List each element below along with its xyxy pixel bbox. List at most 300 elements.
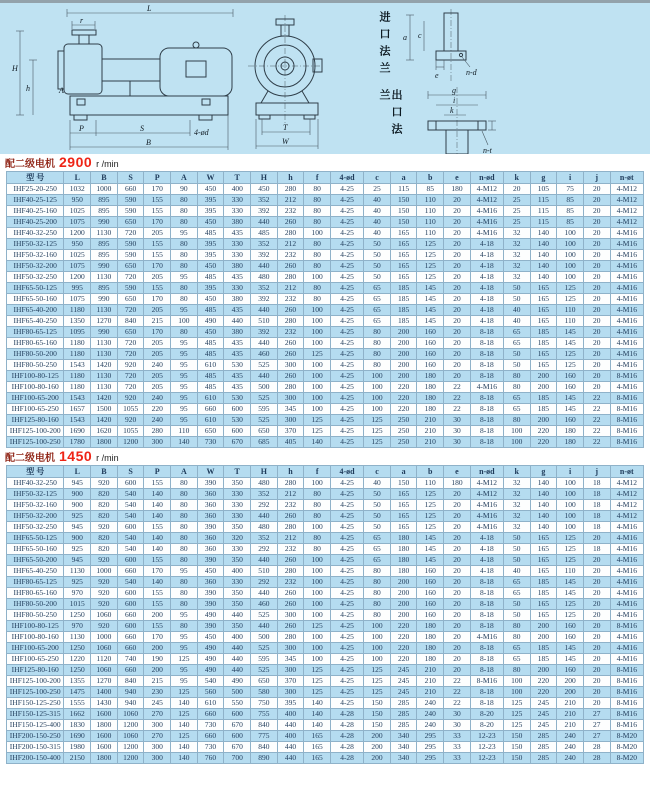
dim-cell: 895 bbox=[91, 283, 118, 294]
model-cell: IHF100-80-125 bbox=[7, 621, 64, 632]
dim-cell: 20 bbox=[444, 511, 471, 522]
dim-cell: 140 bbox=[530, 228, 557, 239]
dim-cell: 18 bbox=[583, 544, 610, 555]
dim-cell: 33 bbox=[444, 753, 471, 764]
dim-cell: 80 bbox=[304, 217, 331, 228]
dim-cell: 730 bbox=[197, 720, 224, 731]
dim-cell: 215 bbox=[144, 676, 171, 687]
dim-cell: 28 bbox=[583, 753, 610, 764]
table-row bbox=[7, 437, 644, 448]
dim-cell: 22 bbox=[583, 415, 610, 426]
dim-cell: 100 bbox=[364, 393, 391, 404]
dim-cell: 945 bbox=[64, 555, 91, 566]
dim-cell: 200 bbox=[530, 621, 557, 632]
dim-cell: 125 bbox=[304, 426, 331, 437]
dim-cell: 285 bbox=[530, 731, 557, 742]
dimensions-table-2900 bbox=[6, 171, 644, 448]
dim-cell: 165 bbox=[530, 316, 557, 327]
dim-cell: 450 bbox=[197, 294, 224, 305]
dim-cell: 115 bbox=[530, 195, 557, 206]
dim-cell: 210 bbox=[557, 698, 584, 709]
dim-cell: 4-25 bbox=[330, 665, 363, 676]
dim-cell: 245 bbox=[390, 665, 417, 676]
dim-cell: 260 bbox=[277, 305, 304, 316]
dim-cell: 210 bbox=[417, 415, 444, 426]
dim-cell: 65 bbox=[364, 544, 391, 555]
table-row bbox=[7, 522, 644, 533]
column-header: n-øt bbox=[610, 466, 643, 478]
dim-cell: 80 bbox=[304, 283, 331, 294]
dim-cell: 80 bbox=[171, 195, 198, 206]
model-cell: IHF100-80-160 bbox=[7, 382, 64, 393]
dim-cell: 485 bbox=[251, 228, 278, 239]
dim-cell: 4-M16 bbox=[610, 305, 643, 316]
dim-cell: 40 bbox=[364, 195, 391, 206]
dim-cell: 280 bbox=[277, 566, 304, 577]
dim-cell: 80 bbox=[304, 489, 331, 500]
dim-cell: 180 bbox=[417, 643, 444, 654]
dim-cell: 12-23 bbox=[470, 731, 503, 742]
dim-cell: 160 bbox=[557, 621, 584, 632]
dim-cell: 125 bbox=[503, 698, 530, 709]
dim-cell: 650 bbox=[117, 217, 144, 228]
dim-cell: 20 bbox=[444, 283, 471, 294]
dim-cell: 100 bbox=[503, 687, 530, 698]
dim-cell: 4-25 bbox=[330, 272, 363, 283]
dim-cell: 90 bbox=[171, 184, 198, 195]
dim-cell: 80 bbox=[304, 261, 331, 272]
column-header: 4-ød bbox=[330, 172, 363, 184]
dim-cell: 155 bbox=[144, 522, 171, 533]
dim-cell: 4-25 bbox=[330, 511, 363, 522]
dim-cell: 600 bbox=[117, 599, 144, 610]
column-header: k bbox=[503, 466, 530, 478]
dim-cell: 170 bbox=[144, 261, 171, 272]
dim-cell: 80 bbox=[503, 415, 530, 426]
dim-cell: 700 bbox=[224, 753, 251, 764]
dim-cell: 4-25 bbox=[330, 283, 363, 294]
dim-cell: 27 bbox=[583, 720, 610, 731]
dim-cell: 925 bbox=[64, 511, 91, 522]
dim-cell: 485 bbox=[197, 272, 224, 283]
dim-cell: 390 bbox=[197, 522, 224, 533]
dim-cell: 20 bbox=[444, 489, 471, 500]
dim-cell: 970 bbox=[64, 588, 91, 599]
dim-cell: 20 bbox=[444, 206, 471, 217]
dim-cell: 4-25 bbox=[330, 544, 363, 555]
table-row bbox=[7, 184, 644, 195]
dim-cell: 205 bbox=[144, 349, 171, 360]
dim-cell: 920 bbox=[91, 599, 118, 610]
dim-cell: 80 bbox=[503, 632, 530, 643]
dim-cell: 440 bbox=[224, 665, 251, 676]
column-header: 型 号 bbox=[7, 466, 64, 478]
dim-cell: 1200 bbox=[117, 437, 144, 448]
dim-cell: 80 bbox=[171, 250, 198, 261]
dim-cell: 300 bbox=[144, 753, 171, 764]
dim-cell: 920 bbox=[91, 577, 118, 588]
dim-cell: 80 bbox=[304, 544, 331, 555]
dim-cell: 220 bbox=[530, 687, 557, 698]
dim-cell: 4-25 bbox=[330, 371, 363, 382]
model-cell: IHF50-32-160 bbox=[7, 250, 64, 261]
column-header: e bbox=[444, 172, 471, 184]
dim-cell: 4-M16 bbox=[470, 206, 503, 217]
dim-cell: 4-M16 bbox=[610, 349, 643, 360]
table-row bbox=[7, 599, 644, 610]
dim-cell: 395 bbox=[277, 698, 304, 709]
dim-cell: 260 bbox=[277, 261, 304, 272]
table-row bbox=[7, 478, 644, 489]
dim-cell: 600 bbox=[117, 588, 144, 599]
dim-label-r: r bbox=[80, 16, 84, 25]
dim-cell: 280 bbox=[277, 632, 304, 643]
dim-cell: 4-18 bbox=[470, 544, 503, 555]
dim-cell: 400 bbox=[224, 566, 251, 577]
dim-cell: 8-M16 bbox=[610, 676, 643, 687]
dim-cell: 4-18 bbox=[470, 261, 503, 272]
dim-cell: 4-25 bbox=[330, 610, 363, 621]
dim-cell: 20 bbox=[444, 195, 471, 206]
dim-cell: 140 bbox=[304, 437, 331, 448]
dim-cell: 95 bbox=[171, 665, 198, 676]
dim-cell: 185 bbox=[530, 588, 557, 599]
dim-cell: 20 bbox=[444, 272, 471, 283]
dim-cell: 450 bbox=[197, 566, 224, 577]
dim-cell: 1800 bbox=[91, 720, 118, 731]
dim-cell: 220 bbox=[390, 632, 417, 643]
model-cell: IHF50-32-200 bbox=[7, 511, 64, 522]
dim-cell: 660 bbox=[117, 184, 144, 195]
dim-cell: 65 bbox=[503, 588, 530, 599]
dim-cell: 530 bbox=[224, 393, 251, 404]
dim-cell: 450 bbox=[197, 184, 224, 195]
dim-cell: 200 bbox=[530, 371, 557, 382]
dim-cell: 755 bbox=[251, 709, 278, 720]
dim-cell: 1120 bbox=[91, 654, 118, 665]
dim-cell: 185 bbox=[390, 316, 417, 327]
dim-cell: 245 bbox=[530, 698, 557, 709]
dim-cell: 1400 bbox=[91, 687, 118, 698]
dim-cell: 20 bbox=[583, 687, 610, 698]
dim-cell: 1555 bbox=[64, 698, 91, 709]
dim-cell: 50 bbox=[503, 349, 530, 360]
dim-cell: 140 bbox=[171, 437, 198, 448]
column-header: i bbox=[557, 466, 584, 478]
dim-cell: 145 bbox=[417, 544, 444, 555]
dim-cell: 160 bbox=[417, 577, 444, 588]
dim-cell: 240 bbox=[144, 393, 171, 404]
model-cell: IHF65-50-160 bbox=[7, 544, 64, 555]
dim-cell: 20 bbox=[444, 228, 471, 239]
dim-cell: 300 bbox=[144, 437, 171, 448]
dim-cell: 85 bbox=[557, 206, 584, 217]
dim-cell: 4-M16 bbox=[610, 577, 643, 588]
dim-cell: 210 bbox=[417, 426, 444, 437]
dim-cell: 180 bbox=[417, 654, 444, 665]
dim-cell: 80 bbox=[171, 500, 198, 511]
dim-cell: 945 bbox=[64, 522, 91, 533]
dim-cell: 20 bbox=[583, 610, 610, 621]
dim-cell: 20 bbox=[444, 371, 471, 382]
dim-cell: 110 bbox=[417, 206, 444, 217]
dim-cell: 350 bbox=[224, 621, 251, 632]
dim-cell: 100 bbox=[503, 426, 530, 437]
dim-cell: 155 bbox=[144, 478, 171, 489]
column-header: P bbox=[144, 466, 171, 478]
dim-cell: 392 bbox=[251, 206, 278, 217]
model-cell: IHF125-80-160 bbox=[7, 665, 64, 676]
dim-cell: 360 bbox=[197, 489, 224, 500]
dim-cell: 720 bbox=[117, 338, 144, 349]
dim-cell: 4-M12 bbox=[610, 217, 643, 228]
dim-cell: 80 bbox=[171, 544, 198, 555]
dim-cell: 4-28 bbox=[330, 742, 363, 753]
dim-cell: 280 bbox=[144, 426, 171, 437]
dim-cell: 200 bbox=[144, 610, 171, 621]
dim-cell: 20 bbox=[444, 522, 471, 533]
dim-cell: 1350 bbox=[64, 316, 91, 327]
dim-cell: 180 bbox=[390, 533, 417, 544]
dim-cell: 4-28 bbox=[330, 720, 363, 731]
model-cell: IHF125-100-250 bbox=[7, 687, 64, 698]
dim-cell: 65 bbox=[364, 555, 391, 566]
dim-cell: 4-18 bbox=[470, 533, 503, 544]
dim-cell: 1600 bbox=[91, 709, 118, 720]
dim-cell: 940 bbox=[117, 687, 144, 698]
dim-cell: 50 bbox=[503, 360, 530, 371]
dim-cell: 140 bbox=[304, 709, 331, 720]
dim-cell: 4-25 bbox=[330, 316, 363, 327]
table-row bbox=[7, 511, 644, 522]
dim-cell: 1180 bbox=[64, 371, 91, 382]
column-header: A bbox=[171, 466, 198, 478]
dim-cell: 4-M16 bbox=[610, 555, 643, 566]
dim-cell: 20 bbox=[583, 316, 610, 327]
dim-cell: 160 bbox=[417, 566, 444, 577]
dim-cell: 180 bbox=[390, 544, 417, 555]
dim-cell: 330 bbox=[224, 206, 251, 217]
dim-cell: 20 bbox=[444, 261, 471, 272]
dim-cell: 440 bbox=[277, 742, 304, 753]
dim-cell: 145 bbox=[557, 393, 584, 404]
dim-cell: 4-25 bbox=[330, 687, 363, 698]
dim-cell: 260 bbox=[277, 621, 304, 632]
dim-cell: 525 bbox=[251, 610, 278, 621]
dim-cell: 40 bbox=[364, 228, 391, 239]
dim-label-a: a bbox=[403, 33, 407, 42]
dim-cell: 480 bbox=[251, 522, 278, 533]
dim-cell: 155 bbox=[144, 206, 171, 217]
dim-cell: 1000 bbox=[91, 184, 118, 195]
dim-cell: 1130 bbox=[64, 566, 91, 577]
dim-cell: 8-M16 bbox=[610, 687, 643, 698]
dim-cell: 20 bbox=[444, 338, 471, 349]
dim-cell: 660 bbox=[117, 643, 144, 654]
dim-cell: 80 bbox=[364, 599, 391, 610]
dim-cell: 4-25 bbox=[330, 360, 363, 371]
dim-cell: 4-18 bbox=[470, 283, 503, 294]
dim-cell: 1600 bbox=[91, 742, 118, 753]
dim-cell: 950 bbox=[64, 239, 91, 250]
model-cell: IHF125-100-200 bbox=[7, 426, 64, 437]
dim-cell: 4-M12 bbox=[610, 184, 643, 195]
dim-cell: 920 bbox=[91, 588, 118, 599]
dim-cell: 720 bbox=[117, 349, 144, 360]
dim-cell: 50 bbox=[364, 511, 391, 522]
dim-cell: 390 bbox=[197, 478, 224, 489]
dim-cell: 490 bbox=[197, 665, 224, 676]
dim-cell: 200 bbox=[390, 327, 417, 338]
dim-cell: 480 bbox=[251, 478, 278, 489]
dim-cell: 330 bbox=[224, 283, 251, 294]
model-cell: IHF125-100-200 bbox=[7, 676, 64, 687]
dim-cell: 990 bbox=[91, 261, 118, 272]
dim-cell: 150 bbox=[390, 206, 417, 217]
dim-cell: 395 bbox=[197, 250, 224, 261]
dim-cell: 150 bbox=[390, 478, 417, 489]
dim-cell: 80 bbox=[171, 555, 198, 566]
dim-cell: 1200 bbox=[64, 272, 91, 283]
dim-cell: 180 bbox=[417, 621, 444, 632]
dim-cell: 32 bbox=[503, 489, 530, 500]
dim-cell: 4-25 bbox=[330, 327, 363, 338]
dim-cell: 4-18 bbox=[470, 250, 503, 261]
dim-cell: 660 bbox=[197, 731, 224, 742]
dim-cell: 400 bbox=[277, 731, 304, 742]
model-cell: IHF80-65-160 bbox=[7, 338, 64, 349]
model-cell: IHF80-50-200 bbox=[7, 599, 64, 610]
dim-cell: 180 bbox=[417, 393, 444, 404]
dim-cell: 670 bbox=[224, 720, 251, 731]
table-row bbox=[7, 654, 644, 665]
dim-cell: 165 bbox=[390, 489, 417, 500]
dim-cell: 4-28 bbox=[330, 709, 363, 720]
dim-cell: 1130 bbox=[64, 632, 91, 643]
dim-cell: 145 bbox=[557, 577, 584, 588]
dim-cell: 240 bbox=[417, 698, 444, 709]
dim-cell: 480 bbox=[251, 272, 278, 283]
table-row bbox=[7, 327, 644, 338]
dim-cell: 20 bbox=[583, 294, 610, 305]
dim-cell: 4-M12 bbox=[470, 184, 503, 195]
dim-cell: 540 bbox=[117, 489, 144, 500]
dim-cell: 125 bbox=[417, 500, 444, 511]
dim-cell: 4-25 bbox=[330, 533, 363, 544]
dim-cell: 435 bbox=[224, 382, 251, 393]
dim-cell: 4-25 bbox=[330, 555, 363, 566]
dim-cell: 8-M16 bbox=[610, 720, 643, 731]
dim-cell: 30 bbox=[444, 720, 471, 731]
dim-cell: 485 bbox=[197, 382, 224, 393]
dim-cell: 440 bbox=[251, 555, 278, 566]
dim-cell: 485 bbox=[197, 349, 224, 360]
dim-cell: 295 bbox=[417, 731, 444, 742]
model-cell: IHF40-25-125 bbox=[7, 195, 64, 206]
dim-cell: 20 bbox=[583, 382, 610, 393]
dim-cell: 80 bbox=[364, 327, 391, 338]
dim-cell: 300 bbox=[144, 742, 171, 753]
dim-cell: 4-25 bbox=[330, 239, 363, 250]
dim-cell: 490 bbox=[197, 654, 224, 665]
dim-cell: 292 bbox=[251, 544, 278, 555]
dim-cell: 4-M12 bbox=[610, 489, 643, 500]
dim-cell: 4-M16 bbox=[610, 544, 643, 555]
dim-cell: 100 bbox=[364, 382, 391, 393]
dim-cell: 260 bbox=[277, 511, 304, 522]
table-row bbox=[7, 709, 644, 720]
dim-cell: 140 bbox=[144, 500, 171, 511]
dim-cell: 80 bbox=[364, 360, 391, 371]
dim-cell: 100 bbox=[557, 478, 584, 489]
dim-cell: 155 bbox=[144, 588, 171, 599]
dim-cell: 8-20 bbox=[470, 709, 503, 720]
dim-cell: 485 bbox=[197, 371, 224, 382]
dim-cell: 22 bbox=[583, 437, 610, 448]
dim-cell: 220 bbox=[530, 437, 557, 448]
dim-cell: 27 bbox=[583, 731, 610, 742]
dim-cell: 20 bbox=[583, 184, 610, 195]
dim-cell: 8-M16 bbox=[610, 709, 643, 720]
dim-cell: 340 bbox=[390, 753, 417, 764]
model-cell: IHF200-150-400 bbox=[7, 753, 64, 764]
dim-cell: 4-18 bbox=[470, 294, 503, 305]
dim-cell: 80 bbox=[304, 195, 331, 206]
dim-cell: 4-25 bbox=[330, 437, 363, 448]
dim-cell: 1250 bbox=[64, 643, 91, 654]
section-title-1450 bbox=[0, 448, 650, 465]
table-row bbox=[7, 621, 644, 632]
table-row bbox=[7, 415, 644, 426]
dim-cell: 80 bbox=[171, 283, 198, 294]
dim-cell: 1180 bbox=[64, 382, 91, 393]
dim-cell: 125 bbox=[304, 621, 331, 632]
dim-cell: 1270 bbox=[91, 316, 118, 327]
column-header: W bbox=[197, 172, 224, 184]
dim-cell: 4-M16 bbox=[610, 522, 643, 533]
dim-cell: 1130 bbox=[91, 272, 118, 283]
dim-cell: 1075 bbox=[64, 261, 91, 272]
dim-cell: 125 bbox=[304, 415, 331, 426]
table-row bbox=[7, 360, 644, 371]
dim-cell: 200 bbox=[364, 731, 391, 742]
dim-cell: 530 bbox=[224, 415, 251, 426]
outlet-flange-drawing bbox=[428, 86, 496, 154]
dim-cell: 20 bbox=[444, 621, 471, 632]
column-header: T bbox=[224, 466, 251, 478]
dim-cell: 840 bbox=[117, 676, 144, 687]
dim-cell: 1075 bbox=[64, 217, 91, 228]
dim-cell: 4-18 bbox=[470, 316, 503, 327]
dim-cell: 80 bbox=[171, 621, 198, 632]
dim-cell: 352 bbox=[251, 489, 278, 500]
dim-cell: 100 bbox=[557, 228, 584, 239]
column-header: S bbox=[117, 466, 144, 478]
dim-cell: 140 bbox=[144, 577, 171, 588]
dim-cell: 600 bbox=[224, 731, 251, 742]
dim-cell: 540 bbox=[117, 511, 144, 522]
dim-cell: 820 bbox=[91, 511, 118, 522]
dim-cell: 1430 bbox=[91, 698, 118, 709]
dim-cell: 200 bbox=[364, 742, 391, 753]
dim-cell: 4-25 bbox=[330, 566, 363, 577]
dim-cell: 4-M16 bbox=[610, 261, 643, 272]
dim-cell: 65 bbox=[503, 327, 530, 338]
model-cell: IHF80-65-125 bbox=[7, 577, 64, 588]
dim-cell: 360 bbox=[197, 533, 224, 544]
dim-cell: 95 bbox=[171, 228, 198, 239]
dim-cell: 380 bbox=[224, 261, 251, 272]
